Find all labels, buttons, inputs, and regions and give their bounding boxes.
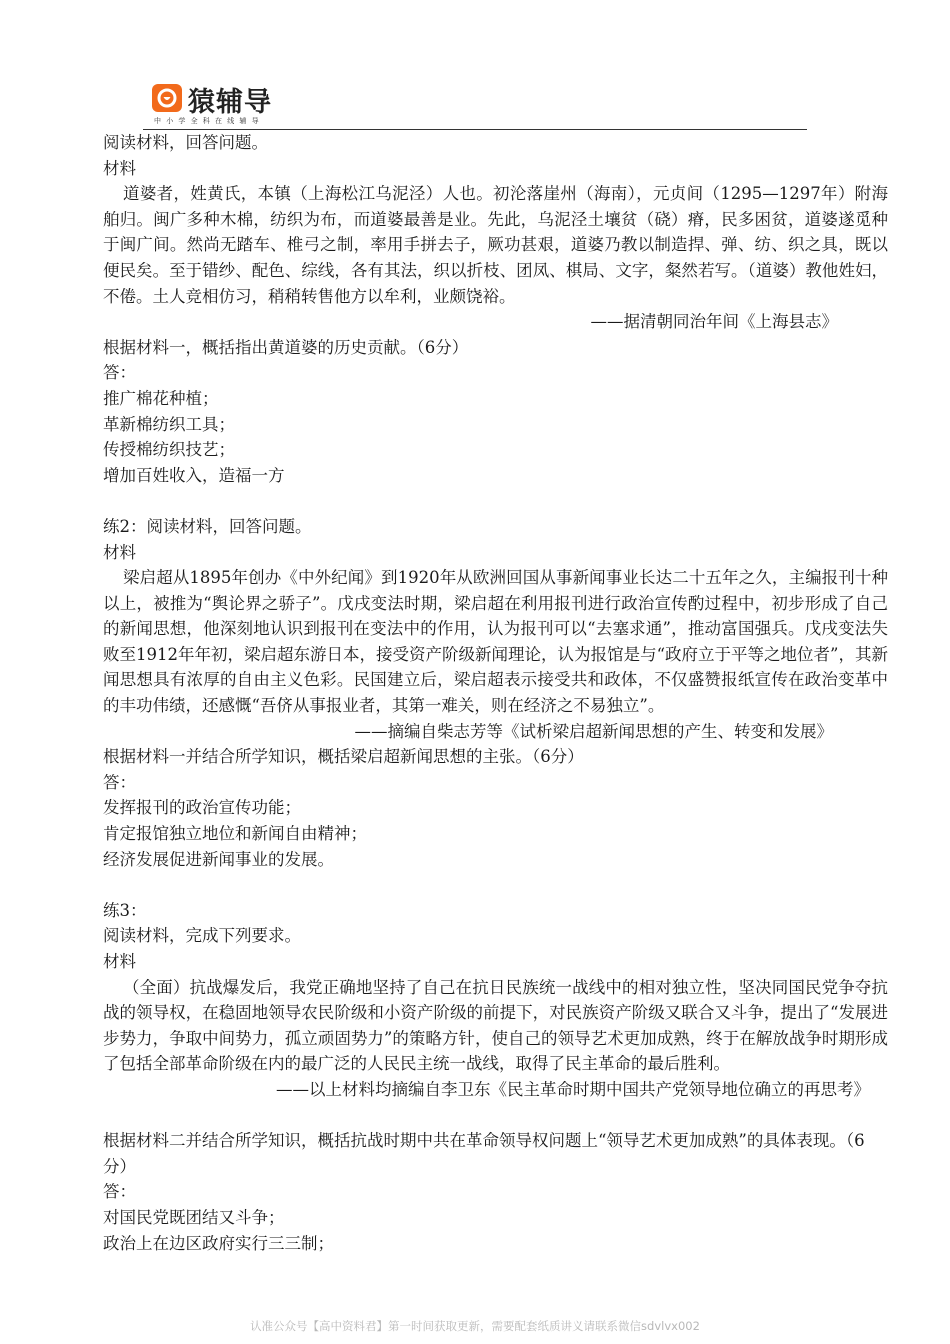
q2-passage: 梁启超从1895年创办《中外纪闻》到1920年从欧洲回国从事新闻事业长达二十五年之久，主编报刊十种以上，被推为“舆论界之骄子”。戊戌变法时期，梁启超在利用报刊进行政治宣传酌过程中，初步形成了自己的新闻思想，他深刻地认识到报刊在变法中的作用，认为报刊可以“去塞求通”，推动富国强兵。戊戌变法失败至1912年年初，梁启超东游日本，接受资产阶级新闻理论，认为报馆是与“政府立于平等之地位者”，其新闻思想具有浓厚的自由主义色彩。民国建立后，梁启超表示接受共和政体，不仅盛赞报纸宣传在政治变革中的丰功伟绩，还感慨“吾侪从事报业者，其第一难关，则在经济之不易独立”。 — [103, 568, 888, 716]
spacer — [103, 872, 888, 898]
q2-answer-line: 肯定报馆独立地位和新闻自由精神； — [103, 824, 367, 844]
footer-watermark: 认准公众号【高中资料君】第一时间获取更新，需要配套纸质讲义请联系微信sdvlvx002 — [250, 1319, 700, 1333]
q2-material-label: 材料 — [103, 542, 136, 562]
q1-question: 根据材料一，概括指出黄道婆的历史贡献。（6分） — [103, 337, 469, 357]
spacer — [103, 1103, 888, 1129]
brand-tagline: 中小学全科在线辅导 — [154, 117, 264, 125]
brand-logo-icon — [152, 84, 182, 112]
q1-answer-line: 增加百姓收入，造福一方 — [103, 465, 285, 485]
q1-material-label: 材料 — [103, 158, 136, 178]
q3-question: 根据材料二并结合所学知识，概括抗战时期中共在革命领导权问题上“领导艺术更加成熟”的具体表现。（6分） — [103, 1131, 865, 1176]
q3-intro: 阅读材料，完成下列要求。 — [103, 926, 301, 946]
q3-answer-label: 答： — [103, 1182, 136, 1202]
q1-intro: 阅读材料，回答问题。 — [103, 133, 268, 152]
q3-passage: （全面）抗战爆发后，我党正确地坚持了自己在抗日民族统一战线中的相对独立性，坚决同国民党争夺抗战的领导权，在稳固地领导农民阶级和小资产阶级的前提下，对民族资产阶级又联合又斗争，提出了“发展进步势力，争取中间势力，孤立顽固势力”的策略方针，使自己的领导艺术更加成熟，终于在解放战争时期形成了包括全部革命阶级在内的最广泛的人民民主统一战线，取得了民主革命的最后胜利。 — [103, 977, 888, 1074]
q1-answer-label: 答： — [103, 363, 136, 383]
q2-source: ——摘编自柴志芳等《试析梁启超新闻思想的产生、转变和发展》 — [354, 721, 833, 741]
q2-answer-line: 发挥报刊的政治宣传功能； — [103, 798, 301, 818]
q2-answer-label: 答： — [103, 772, 136, 792]
q1-source: ——据清朝同治年间《上海县志》 — [590, 312, 838, 332]
q1-passage: 道婆者，姓黄氏，本镇（上海松江乌泥泾）人也。初沦落崖州（海南），元贞间（1295—1297年）附海舶归。闽广多种木棉，纺织为布，而道婆最善是业。先此，乌泥泾土壤贫（硗）瘠，民多困贫，道婆遂觅种于闽广间。然尚无踏车、椎弓之制，率用手拼去子，厥功甚艰，道婆乃教以制造捍、弹、纺、织之具，既以便民矣。至于错纱、配色、综线，各有其法，织以折枝、团凤、棋局、文字，粲然若写。（道婆）教他姓妇，不倦。土人竞相仿习，稍稍转售他方以牟利，业颇饶裕。 — [103, 184, 888, 306]
q3-label: 练3： — [103, 900, 147, 920]
q3-answer-line: 对国民党既团结又斗争； — [103, 1207, 285, 1227]
q2-answer-line: 经济发展促进新闻事业的发展。 — [103, 849, 334, 869]
q3-answer-line: 政治上在边区政府实行三三制； — [103, 1233, 334, 1253]
q2-intro: 练2：阅读材料，回答问题。 — [103, 516, 312, 536]
q3-source: ——以上材料均摘编自李卫东《民主革命时期中国共产党领导地位确立的再思考》 — [276, 1079, 870, 1099]
q1-answer-line: 革新棉纺织工具； — [103, 414, 235, 434]
document-body — [103, 130, 888, 1256]
q3-material-label: 材料 — [103, 952, 136, 971]
spacer — [103, 488, 888, 514]
q2-question: 根据材料一并结合所学知识，概括梁启超新闻思想的主张。（6分） — [103, 747, 584, 767]
q1-answer-line: 传授棉纺织技艺； — [103, 440, 235, 460]
brand-name: 猿辅导 — [188, 87, 272, 118]
q1-answer-line: 推广棉花种植； — [103, 388, 219, 408]
